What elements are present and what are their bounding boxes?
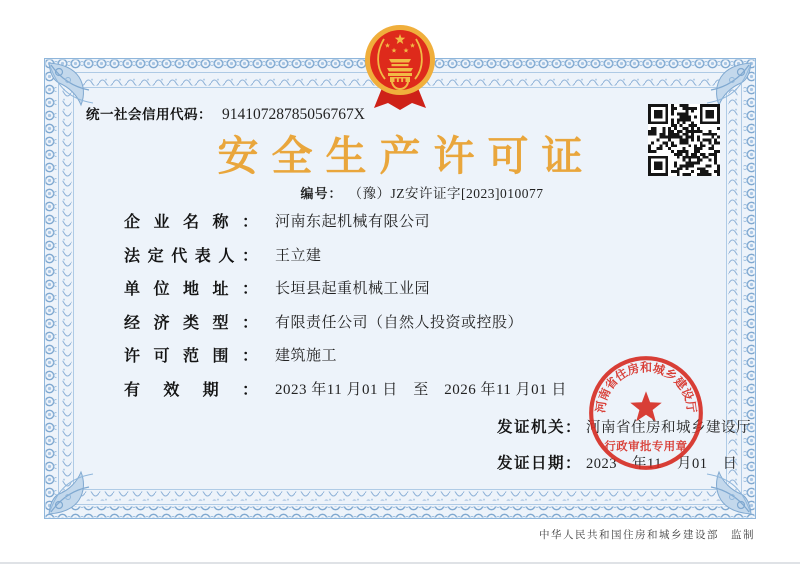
field-row-company-name	[124, 204, 567, 238]
field-row-validity-period	[124, 372, 567, 406]
number-value: （豫）JZ安许证字[2023]010077	[348, 186, 544, 201]
field-value: 河南东起机械有限公司	[275, 214, 431, 231]
field-label: 单 位 地 址 ：	[124, 281, 258, 299]
field-value: 王立建	[275, 247, 322, 264]
field-value: 长垣县起重机械工业园	[275, 281, 431, 298]
field-label: 法 定 代 表 人 ：	[124, 247, 258, 265]
credit-code-label: 统一社会信用代码：	[86, 107, 212, 122]
issuer-label: 发证机关：	[497, 419, 583, 436]
fields-section	[124, 204, 567, 405]
field-value: 2023 年11 月01 日 至 2026 年11 月01 日	[275, 381, 567, 398]
certificate-title: 安全生产许可证	[217, 133, 596, 179]
national-emblem-icon	[358, 22, 442, 114]
issue-date-value: 2023 年11 月01 日	[586, 455, 738, 472]
issuer-value: 河南省住房和城乡建设厅	[586, 419, 752, 436]
seal-type-text: 行政审批专用章	[604, 441, 688, 454]
field-row-address	[124, 271, 567, 305]
footer-imprint: 中华人民共和国住房和城乡建设部 监制	[539, 530, 755, 541]
field-row-legal-representative	[124, 238, 567, 272]
field-label: 经 济 类 型 ：	[124, 314, 258, 332]
field-label: 有 效 期 ：	[124, 381, 258, 399]
official-seal	[586, 353, 706, 473]
credit-code-value: 91410728785056767X	[222, 106, 365, 123]
field-value: 有限责任公司（自然人投资或控股）	[275, 314, 524, 331]
field-row-economic-type	[124, 305, 567, 339]
field-label: 企 业 名 称 ：	[124, 214, 258, 232]
seal-ring-text: 河南省住房和城乡建设厅	[593, 360, 699, 414]
credit-code-row	[86, 103, 365, 124]
certificate-number-row	[22, 182, 800, 202]
field-row-permit-scope	[124, 338, 567, 372]
field-label: 许 可 范 围 ：	[124, 348, 258, 366]
issue-date-label: 发证日期：	[497, 455, 583, 472]
number-label: 编号：	[300, 186, 343, 201]
field-value: 建筑施工	[275, 348, 338, 365]
